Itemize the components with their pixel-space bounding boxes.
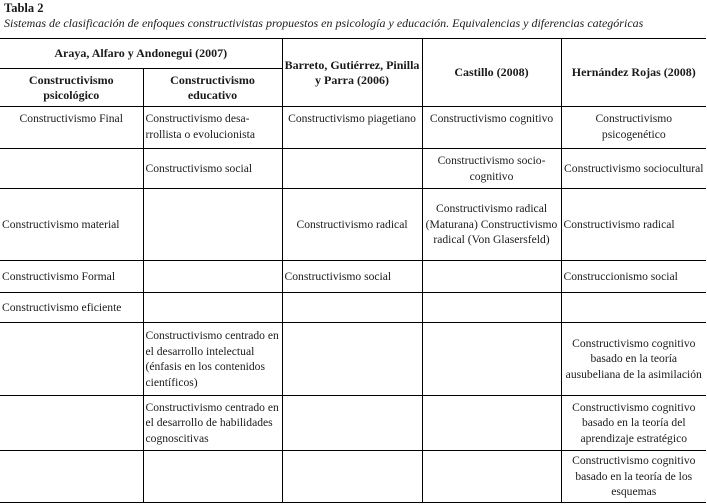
cell-educativo	[143, 261, 282, 293]
cell-barreto	[282, 451, 422, 503]
cell-castillo	[422, 293, 561, 323]
cell-castillo	[422, 396, 561, 451]
table-row	[0, 451, 706, 503]
cell-hernandez: Constructivismo cognitivo basado en la teoría de los esquemas	[561, 451, 706, 503]
header-group-araya: Araya, Alfaro y Andonegui (2007)	[0, 39, 282, 69]
cell-barreto	[282, 396, 422, 451]
cell-hernandez: Construccionismo social	[561, 261, 706, 293]
cell-barreto	[282, 323, 422, 396]
table-row	[0, 107, 706, 149]
cell-hernandez: Constructivismo cognitivo basado en la teoría del aprendizaje estratégico	[561, 396, 706, 451]
header-barreto: Barreto, Gutiérrez, Pinilla y Parra (2006)	[282, 39, 422, 107]
header-psicologico: Constructivismo psicológico	[0, 69, 143, 107]
table-number: Tabla 2	[4, 1, 44, 15]
cell-educativo	[143, 189, 282, 261]
cell-castillo	[422, 451, 561, 503]
cell-castillo	[422, 323, 561, 396]
cell-psicologico: Constructivismo Formal	[0, 261, 143, 293]
cell-educativo	[143, 293, 282, 323]
cell-hernandez: Constructivismo sociocultural	[561, 149, 706, 189]
header-educativo: Constructivismo educativo	[143, 69, 282, 107]
cell-psicologico: Constructivismo material	[0, 189, 143, 261]
table-row	[0, 396, 706, 451]
cell-psicologico: Constructivismo eficiente	[0, 293, 143, 323]
cell-hernandez: Constructivismo cognitivo basado en la teoría ausubeliana de la asimilación	[561, 323, 706, 396]
cell-hernandez: Constructivismo psicogenético	[561, 107, 706, 149]
cell-barreto	[282, 293, 422, 323]
cell-barreto	[282, 149, 422, 189]
cell-hernandez: Constructivismo radical	[561, 189, 706, 261]
cell-psicologico	[0, 451, 143, 503]
table-row	[0, 149, 706, 189]
cell-castillo: Constructivismo cognitivo	[422, 107, 561, 149]
cell-psicologico	[0, 396, 143, 451]
classification-table	[0, 38, 706, 503]
table-caption: Sistemas de clasificación de enfoques constructivistas propuestos en psicología y educación. Equivalencias y diferencias categóricas	[4, 16, 644, 30]
table-row	[0, 323, 706, 396]
cell-educativo: Constructivismo social	[143, 149, 282, 189]
cell-barreto: Constructivismo radical	[282, 189, 422, 261]
cell-psicologico: Constructivismo Final	[0, 107, 143, 149]
header-row-1	[0, 39, 706, 69]
cell-hernandez	[561, 293, 706, 323]
cell-educativo: Constructivismo desa-rrollista o evolucionista	[143, 107, 282, 149]
table-row	[0, 293, 706, 323]
header-hernandez: Hernández Rojas (2008)	[561, 39, 706, 107]
cell-castillo	[422, 261, 561, 293]
table-row	[0, 261, 706, 293]
cell-psicologico	[0, 149, 143, 189]
cell-psicologico	[0, 323, 143, 396]
cell-educativo	[143, 451, 282, 503]
cell-castillo: Constructivismo socio-cognitivo	[422, 149, 561, 189]
cell-castillo: Constructivismo radical (Maturana) Constructivismo radical (Von Glasersfeld)	[422, 189, 561, 261]
header-castillo: Castillo (2008)	[422, 39, 561, 107]
cell-educativo: Constructivismo centrado en el desarrollo intelectual (énfasis en los contenidos científicos)	[143, 323, 282, 396]
cell-educativo: Constructivismo centrado en el desarrollo de habilidades cognoscitivas	[143, 396, 282, 451]
table-row	[0, 189, 706, 261]
cell-barreto: Constructivismo piagetiano	[282, 107, 422, 149]
cell-barreto: Constructivismo social	[282, 261, 422, 293]
